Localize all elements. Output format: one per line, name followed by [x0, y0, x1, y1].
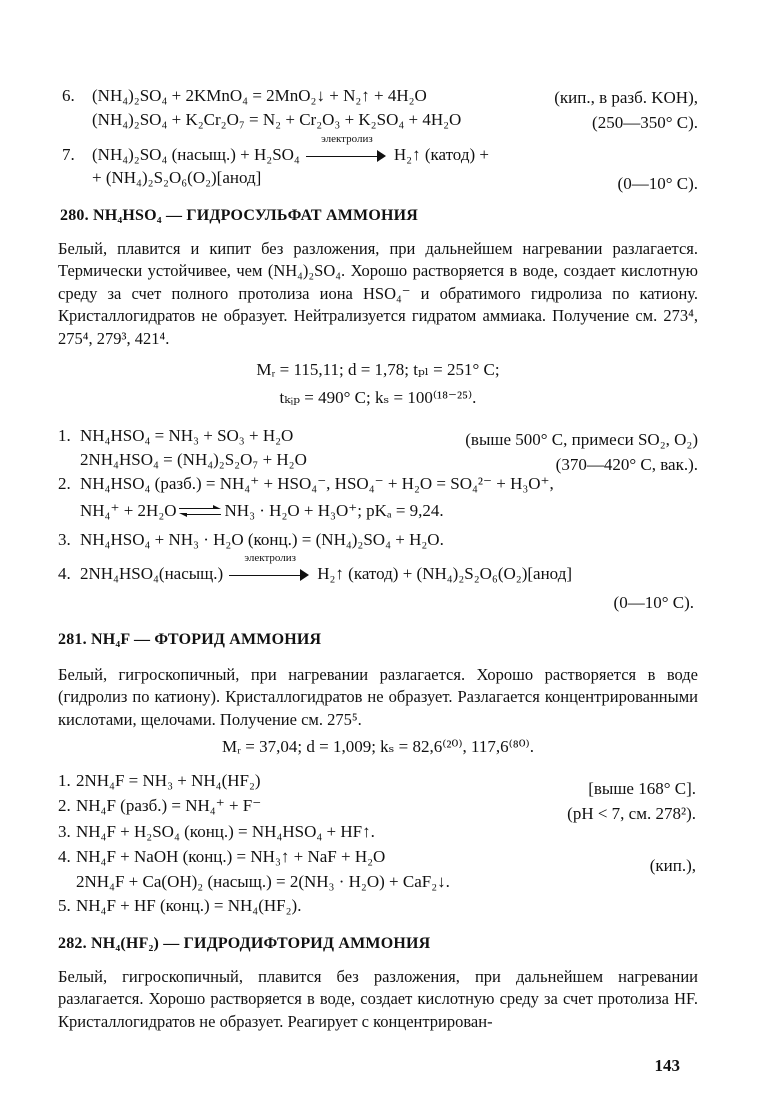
reaction-right: H₂↑ (катод) + — [393, 145, 489, 164]
reaction-condition: (кип.), — [649, 856, 696, 875]
arrow-label: электролиз — [244, 552, 297, 565]
reaction-equation: (NH₄)₂SO₄ + 2KMnO₄ = 2MnO₂↓ + N₂↑ + 4H₂O — [92, 86, 427, 105]
electrolysis-arrow — [229, 552, 311, 585]
reaction-number: 4. — [58, 847, 71, 866]
properties-line: tₖᵢₚ = 490° C; kₛ = 100⁽¹⁸⁻²⁵⁾. — [279, 388, 477, 407]
reaction-equation: (NH₄)₂SO₄ + K₂Cr₂O₇ = N₂ + Cr₂O₃ + K₂SO₄ + 4H₂O — [92, 110, 462, 129]
reaction-number: 4. — [58, 564, 71, 583]
page-number: 143 — [654, 1056, 680, 1075]
section-description: Белый, гигроскопичный, при нагревании разлагается. Хорошо растворяется в воде (гидролиз по катиону). Кристаллогидратов не образует. Разлагается концентрированными кислотами, щелочами. Получение см. 275⁵. — [58, 665, 698, 729]
reaction-number: 6. — [62, 86, 75, 105]
reaction-number: 5. — [58, 896, 71, 915]
reaction-equation: NH₄HSO₄ + NH₃ · H₂O (конц.) = (NH₄)₂SO₄ + H₂O. — [80, 530, 444, 549]
reaction-condition: (250—350° C). — [592, 113, 698, 132]
reaction-number: 1. — [58, 426, 71, 445]
reaction-number: 2. — [58, 796, 71, 815]
reaction-equation: NH₄HSO₄ = NH₃ + SO₃ + H₂O — [80, 426, 294, 445]
reaction-line — [80, 501, 444, 521]
electrolysis-arrow — [306, 133, 388, 166]
reaction-equation: NH₄HSO₄ (разб.) = NH₄⁺ + HSO₄⁻, HSO₄⁻ + H₂O = SO₄²⁻ + H₃O⁺, — [80, 474, 554, 493]
section-heading: 281. NH₄F — ФТОРИД АММОНИЯ — [58, 631, 322, 648]
arrow-label: электролиз — [321, 133, 373, 146]
reaction-equation: NH₄F (разб.) = NH₄⁺ + F⁻ — [76, 796, 262, 815]
reaction-equation: + (NH₄)₂S₂O₆(O₂)[анод] — [92, 168, 262, 187]
reaction-number: 3. — [58, 822, 71, 841]
reaction-line — [92, 133, 489, 166]
section-heading: 282. NH₄(HF₂) — ГИДРОДИФТОРИД АММОНИЯ — [58, 935, 431, 952]
reaction-equation: 2NH₄F = NH₃ + NH₄(HF₂) — [76, 771, 261, 790]
reaction-left: (NH₄)₂SO₄ (насыщ.) + H₂SO₄ — [92, 145, 300, 164]
reaction-equation: NH₄F + HF (конц.) = NH₄(HF₂). — [76, 896, 302, 915]
reaction-equation: NH₄F + NaOH (конц.) = NH₃↑ + NaF + H₂O — [76, 847, 386, 866]
section-heading: 280. NH₄HSO₄ — ГИДРОСУЛЬФАТ АММОНИЯ — [60, 207, 419, 224]
reaction-equation: NH₄F + H₂SO₄ (конц.) = NH₄HSO₄ + HF↑. — [76, 822, 375, 841]
reaction-left: 2NH₄HSO₄(насыщ.) — [80, 564, 224, 583]
reaction-number: 1. — [58, 771, 71, 790]
reaction-number: 7. — [62, 145, 75, 164]
reaction-condition: (0—10° C). — [617, 174, 698, 193]
properties-line: Mᵣ = 115,11; d = 1,78; tₚₗ = 251° C; — [256, 360, 500, 379]
reaction-number: 2. — [58, 474, 71, 493]
reaction-condition: [выше 168° C]. — [588, 779, 696, 798]
reaction-condition: (pH < 7, см. 278²). — [567, 804, 696, 823]
reaction-equation: 2NH₄F + Ca(OH)₂ (насыщ.) = 2(NH₃ · H₂O) + CaF₂↓. — [76, 872, 450, 891]
reaction-condition: (0—10° C). — [613, 593, 694, 612]
reaction-equation: 2NH₄HSO₄ = (NH₄)₂S₂O₇ + H₂O — [80, 450, 307, 469]
reaction-condition: (выше 500° C, примеси SO₂, O₂) — [465, 430, 698, 449]
reaction-line — [80, 552, 573, 585]
reaction-condition: (кип., в разб. KOH), — [554, 88, 698, 107]
reaction-right: H₂↑ (катод) + (NH₄)₂S₂O₆(O₂)[анод] — [317, 564, 573, 583]
reaction-number: 3. — [58, 530, 71, 549]
section-description: Белый, плавится и кипит без разложения, при дальнейшем нагревании разлагается. Термически устойчивее, чем (NH₄)₂SO₄. Хорошо растворяется в воде, создает кислотную среду за счет полного протолиза иона HSO₄⁻ и обратимого гидролиза по катиону. Кристаллогидратов не образует. Нейтрализуется гидратом аммиака. Получение см. 273⁴, 275⁴, 279³, 421⁴. — [58, 239, 698, 348]
reaction-right: NH₃ · H₂O + H₃O⁺; pKₐ = 9,24. — [224, 501, 444, 520]
reaction-left: NH₄⁺ + 2H₂O — [80, 501, 177, 520]
properties-line: Mᵣ = 37,04; d = 1,009; kₛ = 82,6⁽²⁰⁾, 117,6⁽⁸⁰⁾. — [222, 737, 534, 756]
reaction-condition: (370—420° C, вак.). — [555, 455, 698, 474]
section-description: Белый, гигроскопичный, плавится без разложения, при дальнейшем нагревании разлагается. Хорошо растворяется в воде, создает кислотную среду за счет протолиза HF. Кристаллогидратов не образует. Реагирует с концентрирован- — [58, 967, 698, 1031]
equilibrium-arrow — [179, 505, 223, 519]
